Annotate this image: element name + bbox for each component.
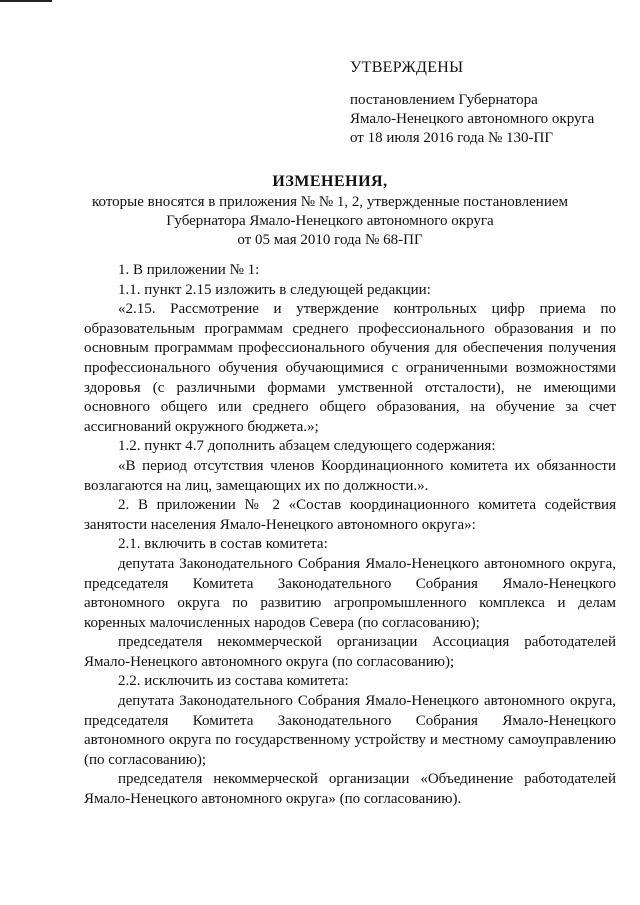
paragraph: 2.2. исключить из состава комитета:: [118, 673, 349, 690]
paragraph: 1. В приложении № 1:: [118, 262, 260, 278]
document-title: ИЗМЕНЕНИЯ,: [272, 173, 388, 190]
document-heading: [80, 172, 580, 250]
paragraph: председателя некоммерческой организации «Объединение работодателей Ямало-Ненецкого автономного округа» (по согласованию).: [84, 771, 616, 808]
paragraph: «2.15. Рассмотрение и утверждение контрольных цифр приема по образовательным программам среднего профессионального образования и по основным программам профессионального обучения для обеспечения получения профессионального обучения обучающимися с ограниченными возможностями здоровья (с различными формами умственной отсталости), не имеющими основного общего или среднего общего образования, на обучение за счет ассигнований окружного бюджета.»;: [84, 301, 616, 435]
document-body: [84, 261, 616, 810]
heading-line: которые вносятся в приложения № № 1, 2, утвержденные постановлением: [91, 194, 569, 210]
paragraph: 1.2. пункт 4.7 дополнить абзацем следующего содержания:: [118, 438, 496, 455]
paragraph: депутата Законодательного Собрания Ямало-Ненецкого автономного округа, председателя Комитета Законодательного Собрания Ямало-Ненецкого автономного округа по развитию агропромышленного комплекса и делам коренных малочисленных народов Севера (по согласованию);: [84, 555, 616, 631]
paragraph: «В период отсутствия членов Координационного комитета их обязанности возлагаются на лиц, замещающих их по должности.».: [84, 457, 616, 494]
paragraph: 1.1. пункт 2.15 изложить в следующей редакции:: [118, 281, 431, 298]
heading-line: от 05 мая 2010 года № 68-ПГ: [237, 232, 423, 248]
approval-line: постановлением Губернатора: [350, 92, 538, 108]
paragraph: 2. В приложении № 2 «Состав координационного комитета содействия занятости населения Ямало-Ненецкого автономного округа»:: [84, 497, 616, 533]
approval-title: УТВЕРЖДЕНЫ: [350, 59, 464, 76]
paragraph: председателя некоммерческой организации Ассоциация работодателей Ямало-Ненецкого автономного округа (по согласованию);: [84, 634, 616, 670]
paragraph: 2.1. включить в состав комитета:: [118, 536, 328, 553]
approval-line: от 18 июля 2016 года № 130-ПГ: [350, 130, 554, 146]
heading-line: Губернатора Ямало-Ненецкого автономного округа: [166, 213, 494, 229]
approval-line: Ямало-Ненецкого автономного округа: [350, 111, 595, 127]
approval-block: [350, 58, 610, 148]
paragraph: депутата Законодательного Собрания Ямало-Ненецкого автономного округа, председателя Комитета Законодательного Собрания Ямало-Ненецкого автономного округа по государственному устройству и местному самоуправлению (по согласованию);: [84, 693, 616, 768]
scan-edge-line: [0, 0, 52, 2]
